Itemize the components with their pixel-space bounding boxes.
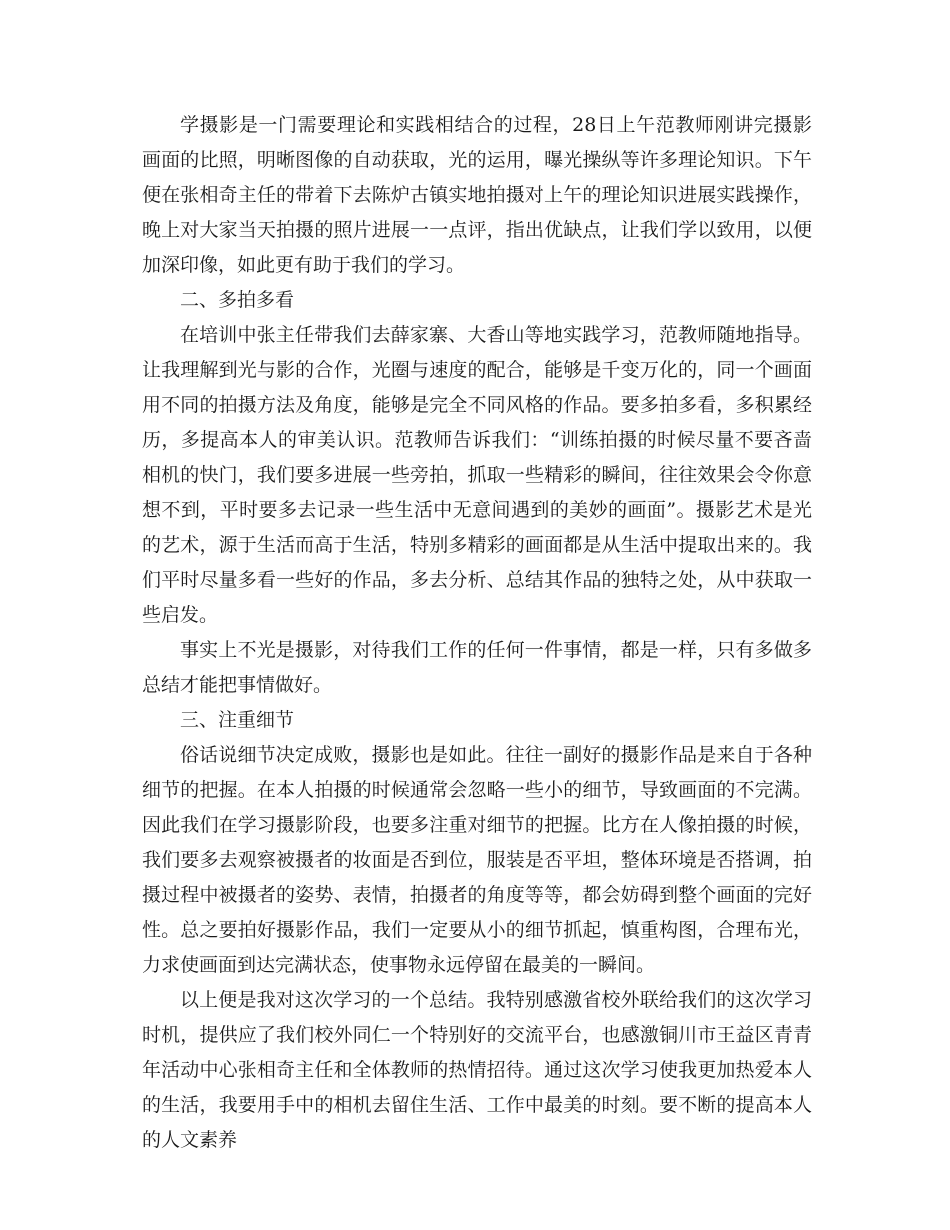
paragraph-theory-practice: 学摄影是一门需要理论和实践相结合的过程，28日上午范教师刚讲完摄影画面的比照，明晰图像的自动获取，光的运用，曝光操纵等许多理论知识。下午便在张相奇主任的带着下去陈炉古镇实地拍摄对上午的理论知识进展实践操作，晚上对大家当天拍摄的照片进展一一点评，指出优缺点，让我们学以致用，以便加深印像，如此更有助于我们的学习。 bbox=[142, 114, 812, 276]
paragraph-details: 俗话说细节决定成败，摄影也是如此。往往一副好的摄影作品是来自于各种细节的把握。在本人拍摄的时候通常会忽略一些小的细节，导致画面的不完满。因此我们在学习摄影阶段，也要多注重对细节的把握。比方在人像拍摄的时候，我们要多去观察被摄者的妆面是否到位，服装是否平坦，整体环境是否搭调，拍摄过程中被摄者的姿势、表情，拍摄者的角度等等，都会妨碍到整个画面的完好性。总之要拍好摄影作品，我们一定要从小的细节抓起，慎重构图，合理布光，力求使画面到达完满状态，使事物永远停留在最美的一瞬间。 bbox=[142, 744, 812, 976]
section-heading-details: 三、注重细节 bbox=[180, 709, 295, 731]
paragraph-training-practice: 在培训中张主任带我们去薛家寨、大香山等地实践学习，范教师随地指导。让我理解到光与影的合作，光圈与速度的配合，能够是千变万化的，同一个画面用不同的拍摄方法及角度，能够是完全不同风格的作品。要多拍多看，多积累经历，多提高本人的审美认识。范教师告诉我们：“训练拍摄的时候尽量不要吝啬相机的快门，我们要多进展一些旁拍，抓取一些精彩的瞬间，往往效果会令你意想不到，平时要多去记录一些生活中无意间遇到的美妙的画面”。摄影艺术是光的艺术，源于生活而高于生活，特别多精彩的画面都是从生活中提取出来的。我们平时尽量多看一些好的作品，多去分析、总结其作品的独特之处，从中获取一些启发。 bbox=[142, 324, 812, 626]
document-page bbox=[142, 108, 812, 1158]
paragraph-summary-work: 事实上不光是摄影，对待我们工作的任何一件事情，都是一样，只有多做多总结才能把事情做好。 bbox=[142, 639, 812, 696]
paragraph-conclusion: 以上便是我对这次学习的一个总结。我特别感激省校外联给我们的这次学习时机，提供应了我们校外同仁一个特别好的交流平台，也感激铜川市王益区青青年活动中心张相奇主任和全体教师的热情招待。通过这次学习使我更加热爱本人的生活，我要用手中的相机去留住生活、工作中最美的时刻。要不断的提高本人的人文素养 bbox=[142, 989, 812, 1151]
section-heading-shoot-more: 二、多拍多看 bbox=[180, 289, 295, 311]
